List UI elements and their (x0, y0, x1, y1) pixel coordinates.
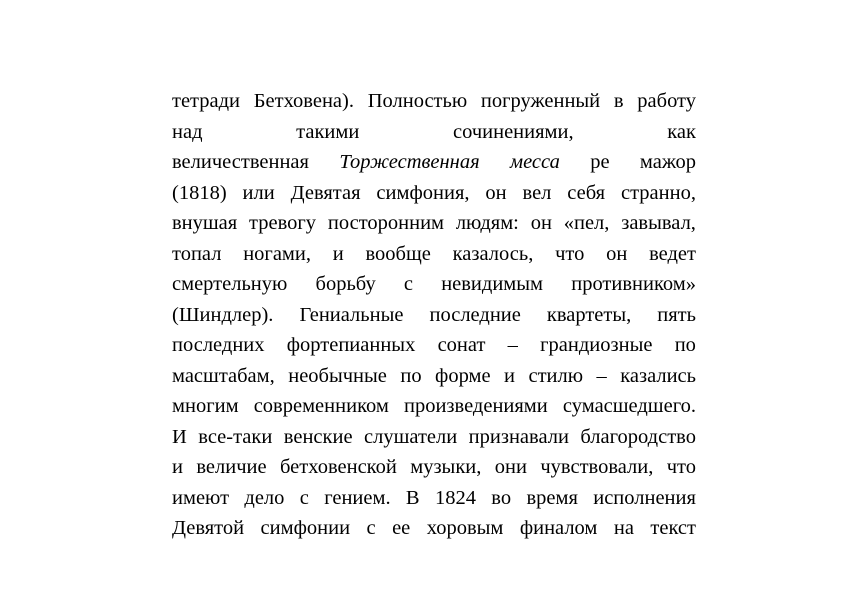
word: пять (657, 303, 696, 326)
word: музыки, (410, 456, 482, 478)
word: с (366, 517, 376, 539)
word: хоровым (426, 517, 504, 539)
word: во (491, 486, 512, 509)
word: сочинениями, (453, 120, 574, 143)
word: И (172, 425, 187, 448)
word: как (667, 120, 696, 143)
word: гением. (324, 486, 391, 509)
word: на (613, 517, 634, 539)
word: странно, (620, 181, 696, 204)
word: слушатели (364, 425, 458, 448)
word: что (666, 456, 696, 478)
word: сумасшедшего. (562, 395, 696, 417)
word: благородство (580, 425, 696, 448)
text-line (172, 86, 696, 117)
word: – (596, 364, 607, 387)
word: ногами, (243, 242, 311, 265)
word: (Шиндлер). (172, 303, 274, 326)
word: завывал, (621, 212, 696, 234)
word: – (507, 334, 518, 356)
word: имеют (172, 486, 230, 509)
word: он (485, 181, 507, 204)
word: смертельную (172, 273, 288, 295)
word: симфонии (260, 517, 351, 539)
word: симфония, (376, 181, 470, 204)
word: чувствовали, (540, 456, 654, 478)
text-line (172, 208, 696, 239)
text-line (172, 330, 696, 361)
word: фортепианных (286, 334, 416, 356)
word: месса (509, 151, 560, 173)
word: Гениальные (299, 303, 404, 326)
word: над (172, 120, 203, 143)
word: стилю (528, 364, 584, 387)
word: противником» (571, 273, 696, 295)
word: Девятая (290, 181, 361, 204)
text-line (172, 513, 696, 544)
word: ведет (649, 242, 696, 265)
text-line (172, 239, 696, 270)
text-line (172, 269, 696, 300)
word: исполнения (593, 486, 696, 509)
text-line (172, 117, 696, 148)
word: или (242, 181, 275, 204)
word: посторонним (327, 212, 445, 234)
word: все-таки (198, 425, 273, 448)
word: борьбу (315, 273, 376, 295)
word: с (403, 273, 413, 295)
word: тетради (172, 90, 241, 112)
text-line (172, 178, 696, 209)
word: величие (196, 456, 267, 478)
word: текст (650, 517, 696, 539)
word: погруженный (480, 90, 601, 112)
word: В (405, 486, 420, 509)
word: последние (429, 303, 521, 326)
word: произведениями (403, 395, 548, 417)
text-line (172, 483, 696, 514)
word: людям: (455, 212, 519, 234)
word: топал (172, 242, 222, 265)
word: вел (522, 181, 552, 204)
word: работу (637, 90, 696, 112)
word: признавали (468, 425, 569, 448)
word: по (674, 334, 696, 356)
word: невидимым (441, 273, 544, 295)
word: и (172, 456, 183, 478)
text-line (172, 452, 696, 483)
word: 1824 (434, 486, 476, 509)
word: ее (392, 517, 411, 539)
text-line (172, 361, 696, 392)
word: что (555, 242, 585, 265)
word: масштабам, (172, 364, 275, 387)
word: финалом (519, 517, 598, 539)
word: вообще (365, 242, 431, 265)
word: дело (244, 486, 285, 509)
word: ре (590, 151, 610, 173)
word: они (494, 456, 527, 478)
word: квартеты, (546, 303, 632, 326)
word: он (530, 212, 552, 234)
word: Полностью (367, 90, 468, 112)
word: в (613, 90, 624, 112)
word: «пел, (563, 212, 610, 234)
word: себя (567, 181, 606, 204)
body-text (172, 86, 696, 544)
word: грандиозные (540, 334, 653, 356)
word: время (526, 486, 578, 509)
text-line (172, 147, 696, 178)
word: казались (620, 364, 696, 387)
text-line (172, 422, 696, 453)
text-line (172, 300, 696, 331)
word: внушая (172, 212, 238, 234)
word: сонат (437, 334, 486, 356)
word: тревогу (249, 212, 317, 234)
word: последних (172, 334, 265, 356)
word: и (332, 242, 344, 265)
word: мажор (639, 151, 696, 173)
word: Бетховена). (253, 90, 354, 112)
word: Торжественная (339, 151, 480, 173)
word: он (606, 242, 628, 265)
word: форме (435, 364, 491, 387)
word: казалось, (452, 242, 534, 265)
word: по (400, 364, 422, 387)
word: (1818) (172, 181, 227, 204)
word: современником (253, 395, 389, 417)
word: бетховенской (280, 456, 397, 478)
text-line (172, 391, 696, 422)
word: с (299, 486, 309, 509)
word: и (504, 364, 516, 387)
word: необычные (288, 364, 387, 387)
word: Девятой (172, 517, 245, 539)
word: такими (296, 120, 360, 143)
word: венские (283, 425, 353, 448)
word: величественная (172, 151, 309, 173)
word: многим (172, 395, 239, 417)
